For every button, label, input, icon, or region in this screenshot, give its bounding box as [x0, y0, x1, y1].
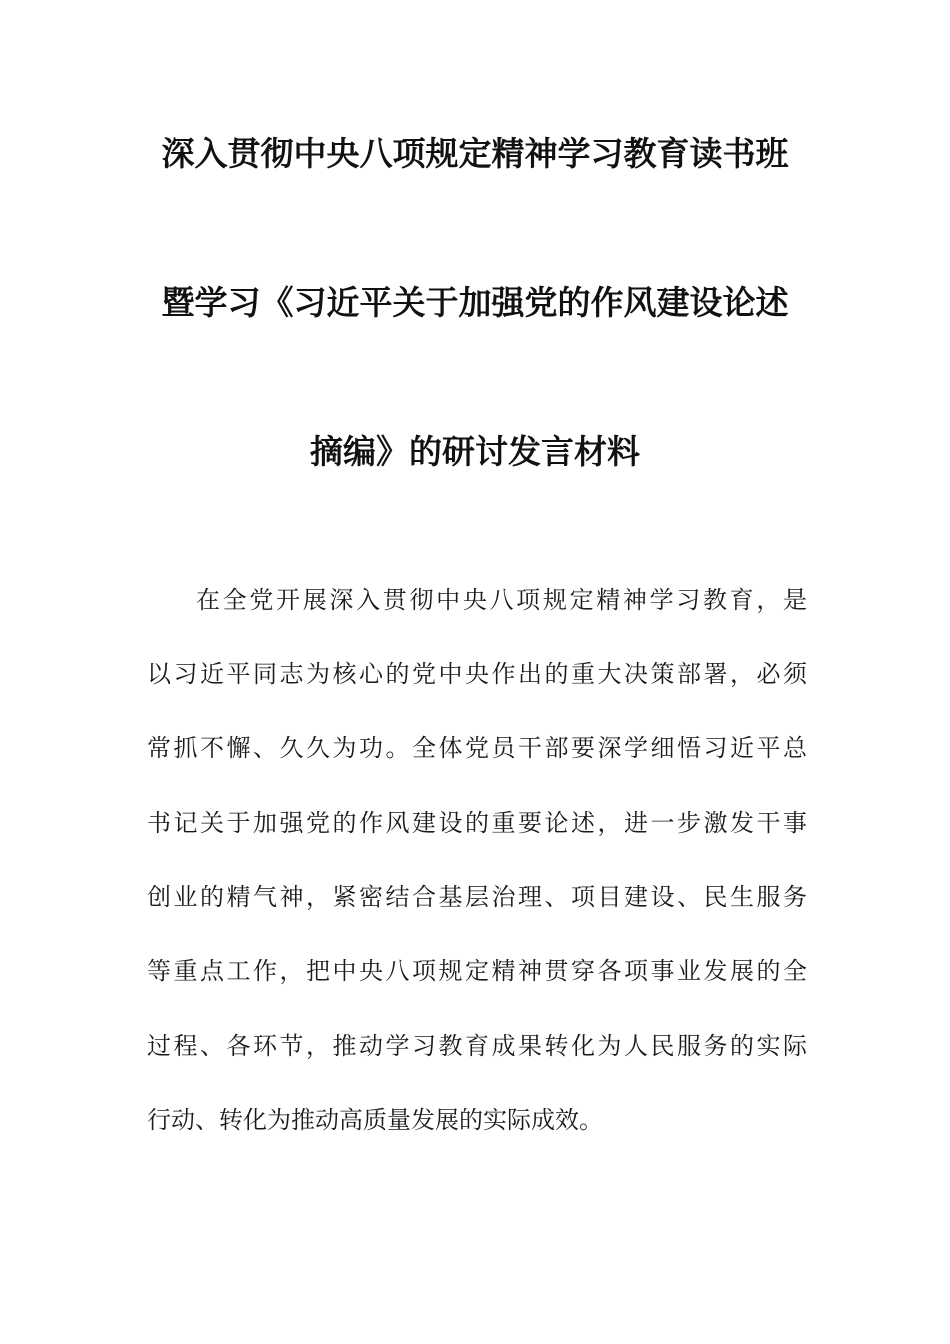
- paragraph-line-5: 创业的精气神，紧密结合基层治理、项目建设、民生服务: [147, 883, 807, 911]
- document-title-line-2: 暨学习《习近平关于加强党的作风建设论述: [161, 283, 789, 322]
- paragraph-line-4: 书记关于加强党的作风建设的重要论述，进一步激发干事: [147, 809, 807, 837]
- paragraph-line-8: 行动、转化为推动高质量发展的实际成效。: [147, 1106, 603, 1134]
- paragraph-line-6: 等重点工作，把中央八项规定精神贯穿各项事业发展的全: [147, 957, 807, 985]
- paragraph-line-2: 以习近平同志为核心的党中央作出的重大决策部署，必须: [147, 660, 807, 688]
- paragraph-line-3: 常抓不懈、久久为功。全体党员干部要深学细悟习近平总: [147, 734, 807, 762]
- paragraph-line-1: 在全党开展深入贯彻中央八项规定精神学习教育，是: [196, 586, 807, 614]
- paragraph-line-7: 过程、各环节，推动学习教育成果转化为人民服务的实际: [147, 1032, 807, 1060]
- document-title-line-3: 摘编》的研讨发言材料: [310, 432, 640, 471]
- document-title-line-1: 深入贯彻中央八项规定精神学习教育读书班: [161, 134, 789, 173]
